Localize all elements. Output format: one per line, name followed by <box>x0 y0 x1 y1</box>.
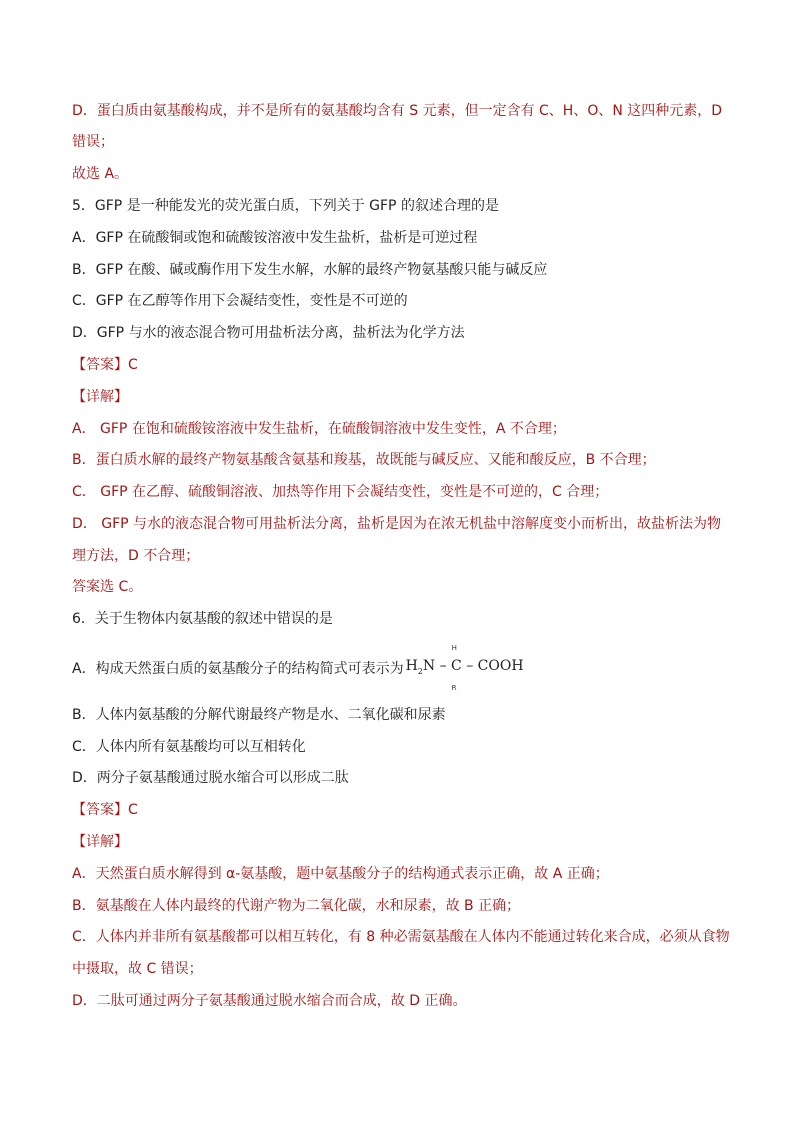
q5-conclusion: 答案选 C。 <box>72 579 143 595</box>
q6-answer: 【答案】C <box>72 802 138 818</box>
question-5-stem: 5．GFP 是一种能发光的荧光蛋白质，下列关于 GFP 的叙述合理的是 <box>72 198 499 214</box>
q6-detail-d: D．二肽可通过两分子氨基酸通过脱水缩合而合成，故 D 正确。 <box>72 993 467 1009</box>
q6-option-c: C．人体内所有氨基酸均可以互相转化 <box>72 739 306 755</box>
formula-bottom-r: R <box>451 684 457 692</box>
q5-detail-b: B．蛋白质水解的最终产物氨基酸含氨基和羧基，故既能与碱反应、又能和酸反应，B 不合理； <box>72 452 656 468</box>
amino-acid-structure-formula <box>405 644 524 692</box>
q5-answer: 【答案】C <box>72 357 138 373</box>
q5-option-c: C．GFP 在乙醇等作用下会凝结变性，变性是不可逆的 <box>72 293 408 309</box>
q5-option-a: A．GFP 在硫酸铜或饱和硫酸铵溶液中发生盐析，盐析是可逆过程 <box>72 230 478 246</box>
formula-h: H <box>405 658 418 674</box>
q5-detail-heading: 【详解】 <box>72 389 128 405</box>
q6-option-a-text: A．构成天然蛋白质的氨基酸分子的结构简式可表示为 <box>72 660 404 677</box>
line-1: D．蛋白质由氨基酸构成，并不是所有的氨基酸均含有 S 元素，但一定含有 C、H、O、N 这四种元素，D <box>72 103 723 119</box>
line-2: 错误； <box>72 134 114 150</box>
formula-main: N – C – COOH <box>422 658 524 674</box>
q6-option-b: B．人体内氨基酸的分解代谢最终产物是水、二氧化碳和尿素 <box>72 707 446 723</box>
q5-option-b: B．GFP 在酸、碱或酶作用下发生水解，水解的最终产物氨基酸只能与碱反应 <box>72 262 548 278</box>
question-6-stem: 6．关于生物体内氨基酸的叙述中错误的是 <box>72 611 333 627</box>
q5-option-d: D．GFP 与水的液态混合物可用盐析法分离，盐析法为化学方法 <box>72 325 465 341</box>
q5-detail-d: D． GFP 与水的液态混合物可用盐析法分离，盐析是因为在浓无机盐中溶解度变小而析出，故盐析法为物 <box>72 516 722 532</box>
q6-option-d: D．两分子氨基酸通过脱水缩合可以形成二肽 <box>72 770 349 786</box>
q5-detail-c: C． GFP 在乙醇、硫酸铜溶液、加热等作用下会凝结变性，变性是不可逆的，C 合理； <box>72 484 609 500</box>
q5-detail-d-cont: 理方法，D 不合理； <box>72 548 200 564</box>
formula-top-h: H <box>451 644 457 652</box>
q6-detail-a: A．天然蛋白质水解得到 α-氨基酸，题中氨基酸分子的结构通式表示正确，故 A 正确； <box>72 866 609 882</box>
formula-subscript: 2 <box>417 666 423 676</box>
line-3: 故选 A。 <box>72 166 129 182</box>
q6-detail-b: B．氨基酸在人体内最终的代谢产物为二氧化碳，水和尿素，故 B 正确； <box>72 898 521 914</box>
q6-option-a <box>72 644 524 692</box>
q5-detail-a: A． GFP 在饱和硫酸铵溶液中发生盐析，在硫酸铜溶液中发生变性，A 不合理； <box>72 421 566 437</box>
q6-detail-c-cont: 中摄取，故 C 错误； <box>72 961 203 977</box>
q6-detail-c: C．人体内并非所有氨基酸都可以相互转化，有 8 种必需氨基酸在人体内不能通过转化来合成，必须从食物 <box>72 929 730 945</box>
q6-detail-heading: 【详解】 <box>72 834 128 850</box>
